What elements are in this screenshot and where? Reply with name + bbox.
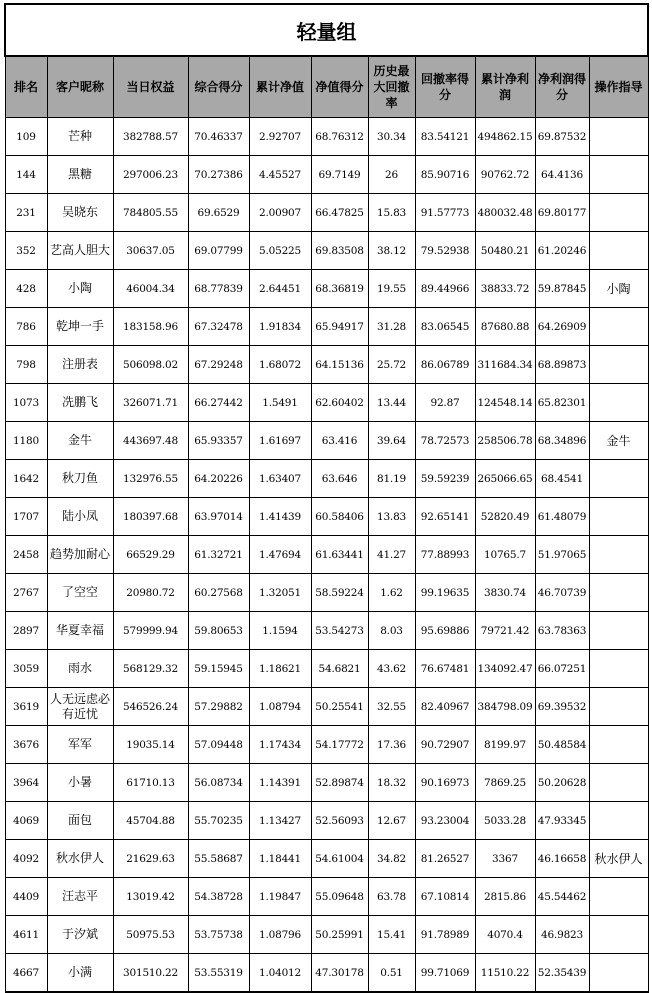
rank-cell: 786: [5, 308, 47, 346]
net-profit-cell: 2815.86: [475, 878, 535, 916]
total-score-cell: 53.75738: [188, 916, 249, 954]
nav-score-cell: 54.6821: [311, 650, 368, 688]
guidance-cell: [589, 194, 648, 232]
guidance-cell: [589, 574, 648, 612]
nav-score-cell: 52.89874: [311, 764, 368, 802]
drawdown-score-cell: 67.10814: [415, 878, 475, 916]
guidance-cell: 秋水伊人: [589, 840, 648, 878]
net-profit-cell: 480032.48: [475, 194, 535, 232]
equity-cell: 183158.96: [113, 308, 188, 346]
guidance-cell: [589, 498, 648, 536]
total-score-cell: 63.97014: [188, 498, 249, 536]
total-score-cell: 69.07799: [188, 232, 249, 270]
table-row: [5, 308, 648, 346]
max-drawdown-cell: 31.28: [368, 308, 415, 346]
rank-cell: 4667: [5, 954, 47, 993]
profit-score-cell: 68.34896: [535, 422, 589, 460]
profit-score-cell: 65.82301: [535, 384, 589, 422]
nav-cell: 1.91834: [249, 308, 311, 346]
nav-cell: 1.04012: [249, 954, 311, 993]
rank-cell: 144: [5, 156, 47, 194]
net-profit-cell: 3830.74: [475, 574, 535, 612]
table-row: [5, 688, 648, 726]
nickname-cell: 雨水: [47, 650, 113, 688]
total-score-cell: 55.70235: [188, 802, 249, 840]
rank-cell: 3619: [5, 688, 47, 726]
drawdown-score-cell: 85.90716: [415, 156, 475, 194]
table-row: [5, 650, 648, 688]
nav-score-cell: 50.25541: [311, 688, 368, 726]
drawdown-score-cell: 95.69886: [415, 612, 475, 650]
nav-cell: 1.63407: [249, 460, 311, 498]
net-profit-cell: 50480.21: [475, 232, 535, 270]
total-score-cell: 59.80653: [188, 612, 249, 650]
nav-cell: 1.41439: [249, 498, 311, 536]
table-row: [5, 118, 648, 156]
nav-score-cell: 54.17772: [311, 726, 368, 764]
net-profit-cell: 265066.65: [475, 460, 535, 498]
drawdown-score-cell: 92.87: [415, 384, 475, 422]
max-drawdown-cell: 12.67: [368, 802, 415, 840]
net-profit-cell: 494862.15: [475, 118, 535, 156]
rank-cell: 1180: [5, 422, 47, 460]
profit-score-cell: 45.54462: [535, 878, 589, 916]
guidance-cell: [589, 764, 648, 802]
max-drawdown-cell: 1.62: [368, 574, 415, 612]
guidance-cell: [589, 916, 648, 954]
nav-score-cell: 61.63441: [311, 536, 368, 574]
net-profit-cell: 52820.49: [475, 498, 535, 536]
equity-cell: 506098.02: [113, 346, 188, 384]
nav-cell: 1.08796: [249, 916, 311, 954]
equity-cell: 301510.22: [113, 954, 188, 993]
rank-cell: 1073: [5, 384, 47, 422]
table-row: [5, 498, 648, 536]
nav-score-cell: 63.416: [311, 422, 368, 460]
net-profit-cell: 38833.72: [475, 270, 535, 308]
equity-cell: 30637.05: [113, 232, 188, 270]
nav-score-cell: 50.25991: [311, 916, 368, 954]
profit-score-cell: 51.97065: [535, 536, 589, 574]
nav-score-cell: 68.76312: [311, 118, 368, 156]
max-drawdown-cell: 38.12: [368, 232, 415, 270]
nav-score-cell: 63.646: [311, 460, 368, 498]
net-profit-cell: 5033.28: [475, 802, 535, 840]
rank-cell: 1707: [5, 498, 47, 536]
total-score-cell: 57.29882: [188, 688, 249, 726]
total-score-cell: 69.6529: [188, 194, 249, 232]
drawdown-score-cell: 99.71069: [415, 954, 475, 993]
guidance-cell: [589, 688, 648, 726]
nickname-cell: 金牛: [47, 422, 113, 460]
net-profit-cell: 311684.34: [475, 346, 535, 384]
profit-score-cell: 61.20246: [535, 232, 589, 270]
rank-cell: 4069: [5, 802, 47, 840]
net-profit-cell: 11510.22: [475, 954, 535, 993]
nav-score-cell: 47.30178: [311, 954, 368, 993]
nav-cell: 1.32051: [249, 574, 311, 612]
nickname-cell: 冼鹏飞: [47, 384, 113, 422]
total-score-cell: 67.32478: [188, 308, 249, 346]
drawdown-score-cell: 90.72907: [415, 726, 475, 764]
profit-score-cell: 63.78363: [535, 612, 589, 650]
max-drawdown-cell: 25.72: [368, 346, 415, 384]
profit-score-cell: 66.07251: [535, 650, 589, 688]
nav-score-cell: 65.94917: [311, 308, 368, 346]
max-drawdown-cell: 41.27: [368, 536, 415, 574]
total-score-cell: 53.55319: [188, 954, 249, 993]
equity-cell: 568129.32: [113, 650, 188, 688]
profit-score-cell: 46.16658: [535, 840, 589, 878]
guidance-cell: [589, 232, 648, 270]
nav-score-cell: 62.60402: [311, 384, 368, 422]
guidance-cell: [589, 460, 648, 498]
rank-cell: 2458: [5, 536, 47, 574]
max-drawdown-cell: 13.44: [368, 384, 415, 422]
total-score-cell: 61.32721: [188, 536, 249, 574]
drawdown-score-cell: 83.06545: [415, 308, 475, 346]
total-score-cell: 68.77839: [188, 270, 249, 308]
nav-score-cell: 54.61004: [311, 840, 368, 878]
profit-score-cell: 59.87845: [535, 270, 589, 308]
drawdown-score-cell: 89.44966: [415, 270, 475, 308]
equity-cell: 50975.53: [113, 916, 188, 954]
nav-cell: 2.64451: [249, 270, 311, 308]
guidance-cell: [589, 802, 648, 840]
equity-cell: 784805.55: [113, 194, 188, 232]
total-score-header: 综合得分: [188, 56, 249, 118]
net-profit-cell: 134092.47: [475, 650, 535, 688]
nav-score-cell: 53.54273: [311, 612, 368, 650]
nickname-cell: 小暑: [47, 764, 113, 802]
profit-score-cell: 69.39532: [535, 688, 589, 726]
rank-cell: 109: [5, 118, 47, 156]
table-row: [5, 232, 648, 270]
nickname-cell: 小满: [47, 954, 113, 993]
drawdown-score-cell: 59.59239: [415, 460, 475, 498]
nickname-cell: 汪志平: [47, 878, 113, 916]
equity-cell: 45704.88: [113, 802, 188, 840]
table-row: [5, 726, 648, 764]
net-profit-cell: 384798.09: [475, 688, 535, 726]
nickname-cell: 趋势加耐心: [47, 536, 113, 574]
nickname-cell: 秋刀鱼: [47, 460, 113, 498]
net-profit-cell: 3367: [475, 840, 535, 878]
nav-score-cell: 58.59224: [311, 574, 368, 612]
net-profit-cell: 124548.14: [475, 384, 535, 422]
nav-score-cell: 55.09648: [311, 878, 368, 916]
table-row: [5, 574, 648, 612]
rank-cell: 4092: [5, 840, 47, 878]
profit-score-cell: 50.48584: [535, 726, 589, 764]
rank-cell: 1642: [5, 460, 47, 498]
total-score-cell: 66.27442: [188, 384, 249, 422]
rank-cell: 3059: [5, 650, 47, 688]
drawdown-score-cell: 90.16973: [415, 764, 475, 802]
table-body: [5, 118, 648, 993]
nav-cell: 2.92707: [249, 118, 311, 156]
nav-cell: 1.17434: [249, 726, 311, 764]
max-drawdown-cell: 63.78: [368, 878, 415, 916]
table-row: [5, 536, 648, 574]
max-drawdown-cell: 13.83: [368, 498, 415, 536]
max-drawdown-header: 历史最大回撤率: [368, 56, 415, 118]
drawdown-score-cell: 79.52938: [415, 232, 475, 270]
max-drawdown-cell: 39.64: [368, 422, 415, 460]
profit-score-cell: 64.4136: [535, 156, 589, 194]
rank-cell: 3676: [5, 726, 47, 764]
nav-score-cell: 69.83508: [311, 232, 368, 270]
max-drawdown-cell: 30.34: [368, 118, 415, 156]
total-score-cell: 65.93357: [188, 422, 249, 460]
nav-cell: 1.61697: [249, 422, 311, 460]
total-score-cell: 59.15945: [188, 650, 249, 688]
nav-cell: 1.18621: [249, 650, 311, 688]
drawdown-score-cell: 93.23004: [415, 802, 475, 840]
table-row: [5, 916, 648, 954]
rank-cell: 4409: [5, 878, 47, 916]
rank-cell: 2767: [5, 574, 47, 612]
table-row: [5, 346, 648, 384]
max-drawdown-cell: 0.51: [368, 954, 415, 993]
equity-cell: 13019.42: [113, 878, 188, 916]
nav-score-cell: 66.47825: [311, 194, 368, 232]
guidance-cell: [589, 650, 648, 688]
equity-cell: 19035.14: [113, 726, 188, 764]
nav-cell: 1.18441: [249, 840, 311, 878]
nickname-cell: 秋水伊人: [47, 840, 113, 878]
profit-score-cell: 64.26909: [535, 308, 589, 346]
rank-cell: 798: [5, 346, 47, 384]
nav-cell: 5.05225: [249, 232, 311, 270]
nav-cell: 1.19847: [249, 878, 311, 916]
rank-cell: 231: [5, 194, 47, 232]
nickname-cell: 华夏幸福: [47, 612, 113, 650]
nav-score-cell: 69.7149: [311, 156, 368, 194]
nav-cell: 1.08794: [249, 688, 311, 726]
equity-cell: 546526.24: [113, 688, 188, 726]
max-drawdown-cell: 15.83: [368, 194, 415, 232]
nav-score-header: 净值得分: [311, 56, 368, 118]
nickname-cell: 陆小凤: [47, 498, 113, 536]
max-drawdown-cell: 43.62: [368, 650, 415, 688]
profit-score-cell: 47.93345: [535, 802, 589, 840]
drawdown-score-cell: 81.26527: [415, 840, 475, 878]
max-drawdown-cell: 15.41: [368, 916, 415, 954]
nickname-cell: 小陶: [47, 270, 113, 308]
table-row: [5, 422, 648, 460]
nickname-cell: 乾坤一手: [47, 308, 113, 346]
drawdown-score-cell: 91.57773: [415, 194, 475, 232]
drawdown-score-cell: 99.19635: [415, 574, 475, 612]
profit-score-cell: 46.70739: [535, 574, 589, 612]
max-drawdown-cell: 32.55: [368, 688, 415, 726]
total-score-cell: 57.09448: [188, 726, 249, 764]
total-score-cell: 60.27568: [188, 574, 249, 612]
total-score-cell: 67.29248: [188, 346, 249, 384]
nickname-cell: 了空空: [47, 574, 113, 612]
nickname-cell: 吴晓东: [47, 194, 113, 232]
equity-header: 当日权益: [113, 56, 188, 118]
equity-cell: 382788.57: [113, 118, 188, 156]
max-drawdown-cell: 26: [368, 156, 415, 194]
max-drawdown-cell: 19.55: [368, 270, 415, 308]
max-drawdown-cell: 81.19: [368, 460, 415, 498]
equity-cell: 46004.34: [113, 270, 188, 308]
net-profit-cell: 258506.78: [475, 422, 535, 460]
equity-cell: 20980.72: [113, 574, 188, 612]
guidance-cell: [589, 726, 648, 764]
net-profit-cell: 79721.42: [475, 612, 535, 650]
ranking-table: [4, 3, 649, 993]
table-row: [5, 878, 648, 916]
max-drawdown-cell: 8.03: [368, 612, 415, 650]
table-row: [5, 194, 648, 232]
equity-cell: 132976.55: [113, 460, 188, 498]
nickname-cell: 军军: [47, 726, 113, 764]
net-profit-cell: 4070.4: [475, 916, 535, 954]
drawdown-score-cell: 86.06789: [415, 346, 475, 384]
nickname-cell: 注册表: [47, 346, 113, 384]
net-profit-cell: 90762.72: [475, 156, 535, 194]
max-drawdown-cell: 18.32: [368, 764, 415, 802]
nav-score-cell: 52.56093: [311, 802, 368, 840]
table-row: [5, 840, 648, 878]
profit-score-cell: 61.48079: [535, 498, 589, 536]
drawdown-score-cell: 83.54121: [415, 118, 475, 156]
nickname-cell: 人无远虑必有近忧: [47, 688, 113, 726]
guidance-header: 操作指导: [589, 56, 648, 118]
equity-cell: 443697.48: [113, 422, 188, 460]
net-profit-header: 累计净利润: [475, 56, 535, 118]
nickname-cell: 面包: [47, 802, 113, 840]
drawdown-score-cell: 82.40967: [415, 688, 475, 726]
nickname-header: 客户昵称: [47, 56, 113, 118]
drawdown-score-cell: 92.65141: [415, 498, 475, 536]
nav-score-cell: 68.36819: [311, 270, 368, 308]
rank-cell: 428: [5, 270, 47, 308]
nav-cell: 1.47694: [249, 536, 311, 574]
drawdown-score-cell: 78.72573: [415, 422, 475, 460]
total-score-cell: 56.08734: [188, 764, 249, 802]
profit-score-cell: 68.4541: [535, 460, 589, 498]
nickname-cell: 芒种: [47, 118, 113, 156]
rank-header: 排名: [5, 56, 47, 118]
nav-cell: 1.5491: [249, 384, 311, 422]
guidance-cell: [589, 118, 648, 156]
table-row: [5, 384, 648, 422]
nav-score-cell: 60.58406: [311, 498, 368, 536]
max-drawdown-cell: 17.36: [368, 726, 415, 764]
table-row: [5, 612, 648, 650]
guidance-cell: [589, 612, 648, 650]
rank-cell: 3964: [5, 764, 47, 802]
profit-score-cell: 46.9823: [535, 916, 589, 954]
drawdown-score-cell: 77.88993: [415, 536, 475, 574]
drawdown-score-cell: 91.78989: [415, 916, 475, 954]
table-row: [5, 764, 648, 802]
nav-cell: 1.13427: [249, 802, 311, 840]
total-score-cell: 55.58687: [188, 840, 249, 878]
net-profit-cell: 8199.97: [475, 726, 535, 764]
drawdown-score-header: 回撤率得分: [415, 56, 475, 118]
table-row: [5, 802, 648, 840]
rank-cell: 2897: [5, 612, 47, 650]
equity-cell: 180397.68: [113, 498, 188, 536]
nav-score-cell: 64.15136: [311, 346, 368, 384]
profit-score-header: 净利润得分: [535, 56, 589, 118]
equity-cell: 579999.94: [113, 612, 188, 650]
nickname-cell: 于汐斌: [47, 916, 113, 954]
total-score-cell: 54.38728: [188, 878, 249, 916]
header-row: [5, 56, 648, 118]
profit-score-cell: 50.20628: [535, 764, 589, 802]
max-drawdown-cell: 34.82: [368, 840, 415, 878]
nickname-cell: 黑糖: [47, 156, 113, 194]
profit-score-cell: 52.35439: [535, 954, 589, 993]
equity-cell: 21629.63: [113, 840, 188, 878]
net-profit-cell: 87680.88: [475, 308, 535, 346]
nickname-cell: 艺高人胆大: [47, 232, 113, 270]
rank-cell: 352: [5, 232, 47, 270]
nav-cell: 2.00907: [249, 194, 311, 232]
equity-cell: 326071.71: [113, 384, 188, 422]
total-score-cell: 70.27386: [188, 156, 249, 194]
nav-cell: 1.68072: [249, 346, 311, 384]
equity-cell: 297006.23: [113, 156, 188, 194]
guidance-cell: [589, 156, 648, 194]
guidance-cell: [589, 536, 648, 574]
guidance-cell: [589, 346, 648, 384]
guidance-cell: 金牛: [589, 422, 648, 460]
profit-score-cell: 69.80177: [535, 194, 589, 232]
guidance-cell: [589, 308, 648, 346]
total-score-cell: 70.46337: [188, 118, 249, 156]
table-title: 轻量组: [5, 4, 648, 56]
guidance-cell: [589, 384, 648, 422]
table-row: [5, 156, 648, 194]
table-row: [5, 460, 648, 498]
nav-cell: 1.1594: [249, 612, 311, 650]
nav-cell: 1.14391: [249, 764, 311, 802]
guidance-cell: 小陶: [589, 270, 648, 308]
net-profit-cell: 7869.25: [475, 764, 535, 802]
nav-cell: 4.45527: [249, 156, 311, 194]
rank-cell: 4611: [5, 916, 47, 954]
drawdown-score-cell: 76.67481: [415, 650, 475, 688]
profit-score-cell: 68.89873: [535, 346, 589, 384]
guidance-cell: [589, 954, 648, 993]
net-profit-cell: 10765.7: [475, 536, 535, 574]
table-row: [5, 270, 648, 308]
profit-score-cell: 69.87532: [535, 118, 589, 156]
table-row: [5, 954, 648, 993]
total-score-cell: 64.20226: [188, 460, 249, 498]
equity-cell: 66529.29: [113, 536, 188, 574]
equity-cell: 61710.13: [113, 764, 188, 802]
guidance-cell: [589, 878, 648, 916]
nav-header: 累计净值: [249, 56, 311, 118]
